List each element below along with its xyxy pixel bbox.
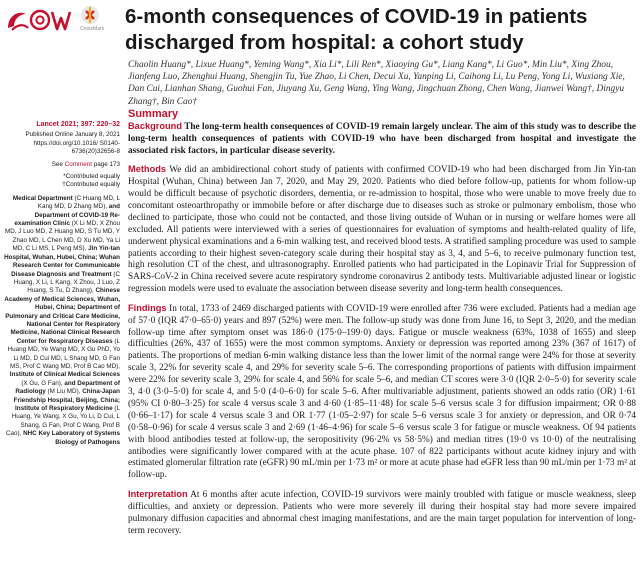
- background-text: The long-term health consequences of COVID-19 remain largely unclear. The aim of this study was to describe the long-term health consequences of patients with COVID-19 who have been discharged from hospital and investigate the associated risk factors, in particular disease severity.: [128, 122, 636, 156]
- crossmark-icon[interactable]: [81, 6, 99, 24]
- comment-suffix: page 173: [91, 160, 120, 168]
- comment-prefix: See: [51, 160, 65, 168]
- affiliation-text: (L Huang, Ye Wang, X Gu, Yo Li, D Cui, L Shang, G Fan, Prof C Wang, Prof B Cao),: [5, 405, 120, 438]
- affiliation-text: (C Huang MD, L Kang MD, D Zhang MD),: [37, 194, 120, 211]
- summary-heading: Summary: [128, 108, 179, 120]
- affiliation-bold: China-Japan Friendship Hospital, Beijing, China; Institute of Respiratory Medicine: [13, 388, 120, 412]
- interpretation-paragraph: [128, 489, 636, 538]
- interpretation-text: At 6 months after acute infection, COVID-19 survivors were mainly troubled with fatigue or muscle weakness, sleep difficulties, and anxiety or depression. Patients who were more severely ill during their hospital stay had more severe impaired pulmonary diffusion capacities and abnormal chest imaging manifestations, and are the main target population for intervention of long-term recovery.: [128, 489, 636, 536]
- background-label: Background: [128, 121, 182, 131]
- background-paragraph: [128, 121, 636, 158]
- methods-label: Methods: [128, 164, 167, 175]
- article-title: 6-month consequences of COVID-19 in patients discharged from hospital: a cohort study: [125, 5, 588, 54]
- journal-logos: [4, 2, 104, 38]
- affiliation-text: (C Huang, X Li, L Kang, X Zhou, J Luo, Z Huang, S Tu, D Zhang),: [13, 270, 120, 295]
- affiliation-bold: Jin Yin-tan Hospital, Wuhan, Hubei, China; Wuhan Research Center for Communicable Disease Diagnosis and Treatment: [4, 245, 120, 278]
- affiliation-bold: NHC Key Laboratory of Systems Biology of Pathogens: [23, 430, 120, 446]
- affiliation-bold: and Department of COVID-19 Re-examination Clinic: [14, 203, 120, 228]
- affiliation-bold: Chinese Academy of Medical Sciences, Wuhan, Hubei, China; Department of Pulmonary and Critical Care Medicine, National Center for Respiratory Medicine, National Clinical Research Center for Respiratory Diseases: [4, 287, 120, 345]
- article-sidebar: [4, 121, 120, 447]
- affiliation-text: (L Huang MD, Ye Wang MD, X Gu PhD, Yo Li MD, D Cui MD, L Shang MD, G Fan MS, Prof C Wang MD, Prof B Cao MD),: [7, 337, 120, 370]
- lancet-logo-icon: [8, 13, 28, 30]
- publication-info: Published Online January 8, 2021 https://doi.org/10.1016/ S0140-6736(20)32656-8: [25, 131, 120, 156]
- journal-reference: Lancet 2021; 397: 220–32: [36, 121, 120, 128]
- affiliation-bold: Institute of Clinical Medical Sciences: [9, 371, 120, 379]
- findings-label: Findings: [128, 302, 167, 313]
- affiliation-bold: Medical Department: [12, 194, 73, 202]
- crossmark-label: CrossMark: [80, 26, 105, 32]
- findings-text: In total, 1733 of 2469 discharged patients with COVID-19 were enrolled after 736 were excluded. Patients had a median age of 57·0 (IQR 47·0–65·0) years and 897 (52%) were men. The follow-up study was done from June 16, to Sept 3, 2020, and the median follow-up time after symptom onset was 186·0 (175·0–199·0) days. Fatigue or muscle weakness (63%, 1038 of 1655) and sleep difficulties (26%, 437 of 1655) were the most common symptoms. Anxiety or depression was reported among 23% (367 of 1617) of patients. The proportions of median 6-min walking distance less than the lower limit of the normal range were 24% for those at severity scale 3, 22% for severity scale 4, and 29% for severity scale 5–6. The corresponding proportions of patients with diffusion impairment were 22% for severity scale 3, 29% for scale 4, and 56% for scale 5–6, and median CT scores were 3·0 (IQR 2·0–5·0) for severity scale 3, 4·0 (3·0–5·0) for scale 4, and 5·0 (4·0–6·0) for scale 5–6. After multivariable adjustment, patients showed an odds ratio (OR) 1·61 (95% CI 0·80–3·25) for scale 4 versus scale 3 and 4·60 (1·85–11·48) for scale 5–6 versus scale 3 for diffusion impairment; OR 0·88 (0·66–1·17) for scale 4 versus scale 3 and OR 1·77 (1·05–2·97) for scale 5–6 versus scale 3 for anxiety or depression, and OR 0·74 (0·58–0·96) for scale 4 versus scale 3 and 2·69 (1·46–4·96) for scale 5–6 versus scale 3 for fatigue or muscle weakness. Of 94 patients with blood antibodies tested at follow-up, the seropositivity (96·2% vs 58·5%) and median titres (19·0 vs 10·0) of the neutralising antibodies were significantly lower compared with at the acute phase. 107 of 822 participants without acute kidney injury and with estimated glomerular filtration rate (eGFR) 90 mL/min per 1·73 m² or more at acute phase had eGFR less than 90 mL/min per 1·73 m² at follow-up.: [128, 303, 636, 481]
- w-logo-icon: [52, 12, 70, 29]
- interpretation-label: Interpretation: [128, 488, 188, 499]
- author-list: Chaolin Huang*, Lixue Huang*, Yeming Wang*, Xia Li*, Lili Ren*, Xiaoying Gu*, Liang Kang*, Li Guo*, Min Liu*, Xing Zhou, Jianfeng Luo, Zhenghui Huang, Shengjin Tu, Yue Zhao, Li Chen, Decui Xu, Yanping Li, Caihong Li, Lu Peng, Yong Li, Wuxiang Xie, Dan Cui, Lianhan Shang, Guohui Fan, Jiuyang Xu, Geng Wang, Ying Wang, Jingchuan Zhong, Chen Wang, Jianwei Wang†, Dingyu Zhang†, Bin Cao†: [128, 60, 625, 107]
- methods-text: We did an ambidirectional cohort study of patients with confirmed COVID-19 who had been discharged from Jin Yin-tan Hospital (Wuhan, China) between Jan 7, 2020, and May 29, 2020. Patients who died before follow-up, patients for whom follow-up would be difficult because of psychotic disorders, dementia, or re-admission to hospital, those who were unable to move freely due to concomitant osteoarthropathy or immobile before or after discharge due to diseases such as stroke or pulmonary embolism, those who declined to participate, those who could not be contacted, and those living outside of Wuhan or in nursing or welfare homes were all excluded. All patients were interviewed with a series of questionnaires for evaluation of symptoms and health-related quality of life, underwent physical examinations and a 6-min walking test, and received blood tests. A stratified sampling procedure was used to sample patients according to their highest seven-category scale during their hospital stay as 3, 4, and 5–6, to receive pulmonary function test, high resolution CT of the chest, and ultrasonography. Enrolled patients who had participated in the Lopinavir Trial for Suppression of SARS-CoV-2 in China received severe acute respiratory syndrome coronavirus 2 antibody tests. Multivariable adjusted linear or logistic regression models were used to evaluate the association between disease severity and long-term health consequences.: [128, 165, 636, 295]
- summary-section: [128, 108, 636, 544]
- affiliation-text: (M Liu MD),: [45, 388, 83, 396]
- affiliation-text: (X Li MD, X Zhou MD, J Luo MD, Z Huang MD, S Tu MD, Y Zhao MD, L Chen MD, D Xu MD, Ya Li MD, C Li MS, L Peng MS),: [4, 220, 120, 253]
- affiliations: [4, 195, 120, 447]
- see-comment: [4, 161, 120, 169]
- methods-paragraph: [128, 164, 636, 296]
- comment-link[interactable]: Comment: [64, 160, 92, 168]
- contributed-equally-note: *Contributed equally: [63, 173, 120, 181]
- elsevier-at-icon: [31, 11, 49, 29]
- affiliation-bold: and Department of Radiology: [15, 379, 120, 396]
- findings-paragraph: [128, 303, 636, 483]
- affiliation-text: (X Gu, G Fan),: [21, 379, 65, 387]
- contributed-equally-note-2: †Contributed equally: [62, 181, 120, 189]
